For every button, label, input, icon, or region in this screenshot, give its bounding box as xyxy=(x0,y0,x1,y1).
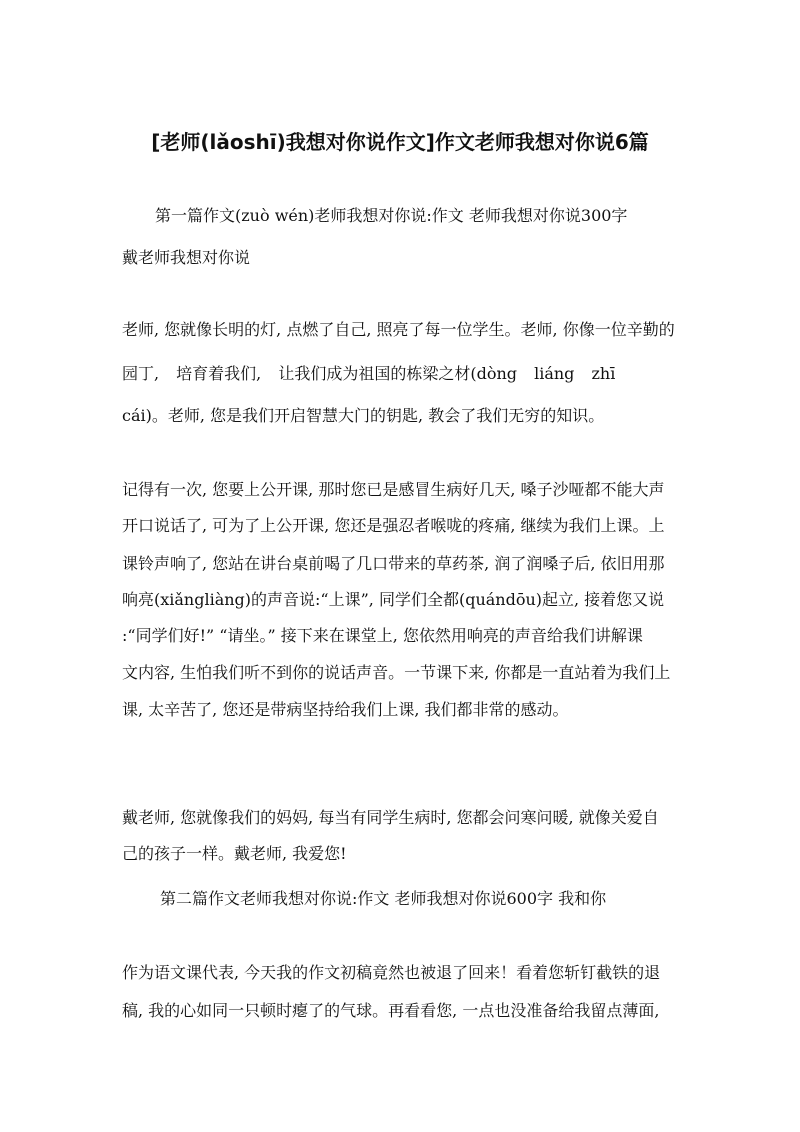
paragraph-line: 老师, 您就像长明的灯, 点燃了自己, 照亮了每一位学生。老师, 你像一位辛勤的 xyxy=(122,320,675,339)
paragraph-line: 稿, 我的心如同一只顿时瘪了的气球。再看看您, 一点也没准备给我留点薄面, xyxy=(122,1001,660,1020)
paragraph-line: 戴老师, 您就像我们的妈妈, 每当有同学生病时, 您都会问寒问暖, 就像关爱自 xyxy=(122,808,659,827)
paragraph-line: 开口说话了, 可为了上公开课, 您还是强忍者喉咙的疼痛, 继续为我们上课。上 xyxy=(122,516,665,535)
paragraph-line: :“同学们好!” “请坐。” 接下来在课堂上, 您依然用响亮的声音给我们讲解课 xyxy=(122,626,643,645)
paragraph-line: 己的孩子一样。戴老师, 我爱您! xyxy=(122,844,347,863)
paragraph-line: 园丁, 培育着我们, 让我们成为祖国的栋梁之材(dòng liáng zhī xyxy=(122,364,616,383)
section2-heading: 第二篇作文老师我想对你说:作文 老师我想对你说600字 我和你 xyxy=(160,889,607,908)
paragraph-line: 记得有一次, 您要上公开课, 那时您已是感冒生病好几天, 嗓子沙哑都不能大声 xyxy=(122,480,665,499)
paragraph-line: 文内容, 生怕我们听不到你的说话声音。一节课下来, 你都是一直站着为我们上 xyxy=(122,663,671,682)
paragraph-line: 响亮(xiǎngliàng)的声音说:“上课”, 同学们全都(quándōu)起立, 接着您又说 xyxy=(122,590,665,609)
paragraph-line: cái)。老师, 您是我们开启智慧大门的钥匙, 教会了我们无穷的知识。 xyxy=(122,406,605,425)
document-title: [老师(lǎoshī)我想对你说作文]作文老师我想对你说6篇 xyxy=(151,130,649,154)
paragraph-line: 课铃声响了, 您站在讲台桌前喝了几口带来的草药茶, 润了润嗓子后, 依旧用那 xyxy=(122,554,665,573)
section1-subheading: 戴老师我想对你说 xyxy=(122,248,251,267)
paragraph-line: 课, 太辛苦了, 您还是带病坚持给我们上课, 我们都非常的感动。 xyxy=(122,700,569,719)
section1-heading: 第一篇作文(zuò wén)老师我想对你说:作文 老师我想对你说300字 xyxy=(155,206,628,225)
paragraph-line: 作为语文课代表, 今天我的作文初稿竟然也被退了回来！看着您斩钉截铁的退 xyxy=(122,963,661,982)
